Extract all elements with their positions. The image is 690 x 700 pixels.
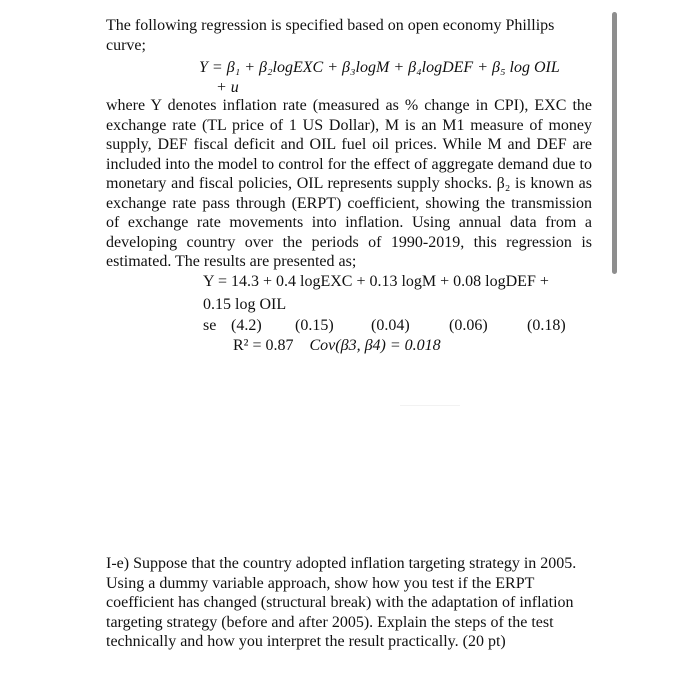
se-value: (0.18)	[527, 317, 566, 334]
standard-errors-row	[203, 316, 566, 335]
covariance: Cov(β3, β4) = 0.018	[309, 337, 441, 354]
divider	[400, 405, 460, 406]
intro-text: The following regression is specified based on open economy Phillips curve;	[106, 17, 555, 54]
model-error-term: + u	[216, 79, 239, 96]
se-value: (0.06)	[449, 317, 488, 334]
se-value: (4.2)	[231, 317, 262, 334]
se-label: se	[203, 317, 217, 334]
description-paragraph: where Y denotes inflation rate (measured as % change in CPI), EXC the exchange rate (TL price of 1 US Dollar), M is an M1 measure of money supply, DEF fiscal deficit and OIL fuel oil prices. While M and DEF are included into the model to control for the effect of aggregate demand due to monetary and fiscal policies, OIL represents supply shocks. β₂ is known as exchange rate pass through (ERPT) coefficient, showing the transmission of exchange rate movements into inflation. Using annual data from a developing country over the periods of 1990-2019, this regression is estimated. The results are presented as;	[106, 97, 592, 270]
fit-statistics-row	[233, 336, 441, 355]
estimated-equation-line2: 0.15 log OIL	[203, 296, 287, 313]
estimated-equation-line1: Y = 14.3 + 0.4 logEXC + 0.13 logM + 0.08 logDEF +	[203, 273, 549, 290]
se-value: (0.15)	[295, 317, 334, 334]
r-squared: R² = 0.87	[233, 337, 294, 354]
scrollbar[interactable]	[612, 12, 617, 274]
se-value: (0.04)	[371, 317, 410, 334]
model-equation: Y = β₁ + β₂logEXC + β₃logM + β₄logDEF + β₅ log OIL	[199, 59, 560, 76]
question-text: I-e) Suppose that the country adopted inflation targeting strategy in 2005. Using a dummy variable approach, show how you test if the ERPT coefficient has changed (structural break) with the adaptation of inflation targeting strategy (before and after 2005). Explain the steps of the test technically and how you interpret the result practically. (20 pt)	[106, 555, 577, 651]
